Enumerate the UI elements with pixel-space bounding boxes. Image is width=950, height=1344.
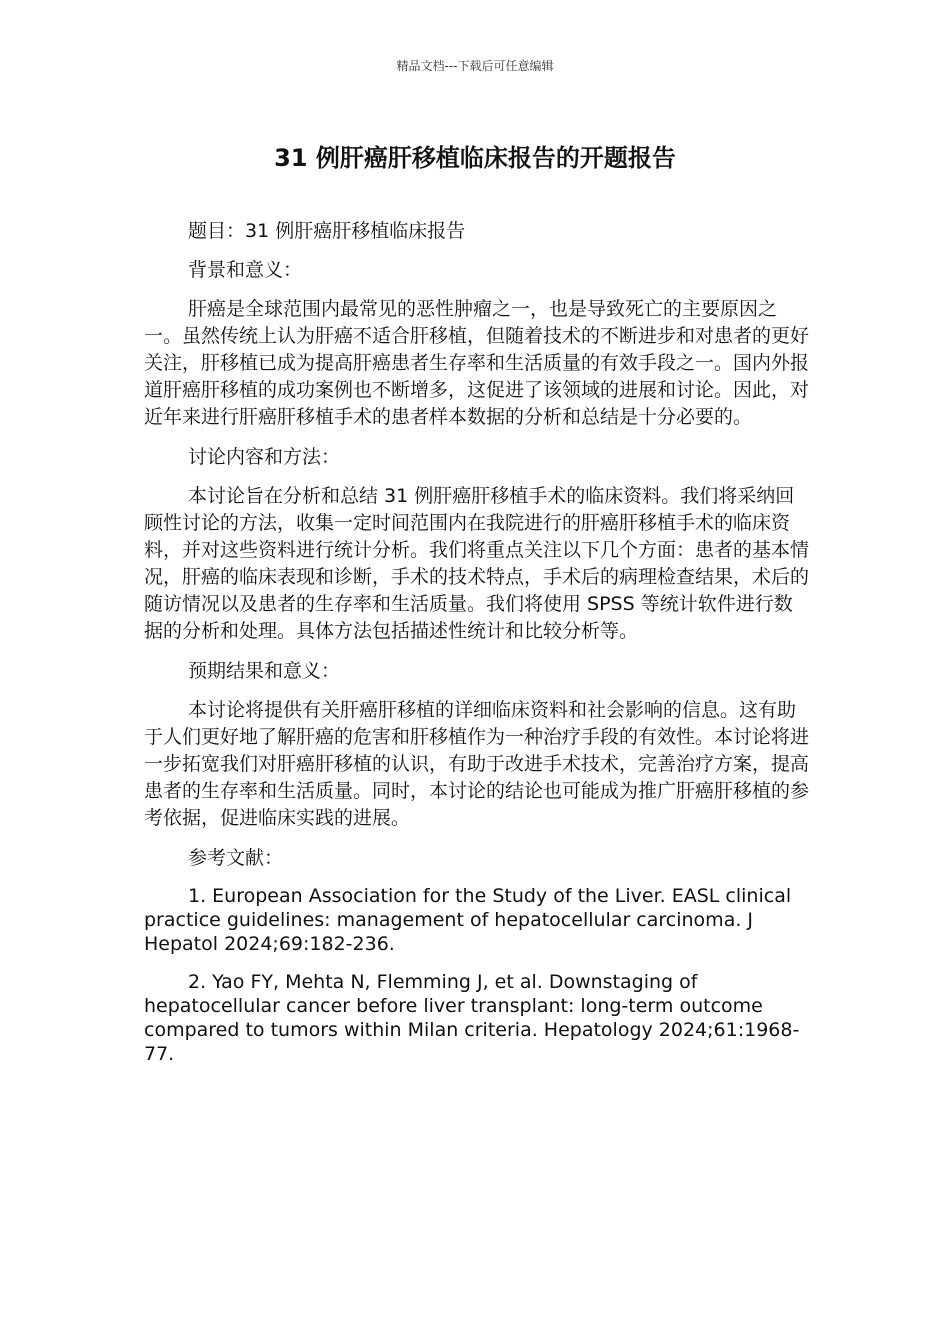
topic-line: 题目：31 例肝癌肝移植临床报告 — [188, 220, 466, 242]
expected-heading: 预期结果和意义： — [188, 660, 341, 682]
reference-item-1: 1. European Association for the Study of the Liver. EASL clinical practice guidelines: management of hepatocellular carcinoma. J Hepatol 2024;69:182-236. — [144, 885, 792, 955]
references-heading: 参考文献： — [188, 847, 284, 869]
page-header-note: 精品文档---下载后可任意编辑 — [396, 59, 554, 73]
background-paragraph: 肝癌是全球范围内最常见的恶性肿瘤之一，也是导致死亡的主要原因之一。虽然传统上认为肝癌不适合肝移植，但随着技术的不断进步和对患者的更好关注，肝移植已成为提高肝癌患者生存率和生活质量的有效手段之一。国内外报道肝癌肝移植的成功案例也不断增多，这促进了该领域的进展和讨论。因此，对近年来进行肝癌肝移植手术的患者样本数据的分析和总结是十分必要的。 — [144, 298, 810, 428]
reference-item-2: 2. Yao FY, Mehta N, Flemming J, et al. Downstaging of hepatocellular cancer before liver transplant: long-term outcome compared to tumors within Milan criteria. Hepatology 2024;61:1968-77. — [144, 971, 800, 1065]
method-heading: 讨论内容和方法： — [188, 446, 341, 468]
method-paragraph: 本讨论旨在分析和总结 31 例肝癌肝移植手术的临床资料。我们将采纳回顾性讨论的方法，收集一定时间范围内在我院进行的肝癌肝移植手术的临床资料，并对这些资料进行统计分析。我们将重点关注以下几个方面：患者的基本情况，肝癌的临床表现和诊断，手术的技术特点，手术后的病理检查结果，术后的随访情况以及患者的生存率和生活质量。我们将使用 SPSS 等统计软件进行数据的分析和处理。具体方法包括描述性统计和比较分析等。 — [144, 485, 810, 642]
document-body — [144, 218, 810, 1080]
document-title: 31 例肝癌肝移植临床报告的开题报告 — [274, 144, 676, 172]
background-heading: 背景和意义： — [188, 259, 303, 281]
expected-paragraph: 本讨论将提供有关肝癌肝移植的详细临床资料和社会影响的信息。这有助于人们更好地了解肝癌的危害和肝移植作为一种治疗手段的有效性。本讨论将进一步拓宽我们对肝癌肝移植的认识，有助于改进手术技术，完善治疗方案，提高患者的生存率和生活质量。同时，本讨论的结论也可能成为推广肝癌肝移植的参考依据，促进临床实践的进展。 — [144, 699, 810, 829]
